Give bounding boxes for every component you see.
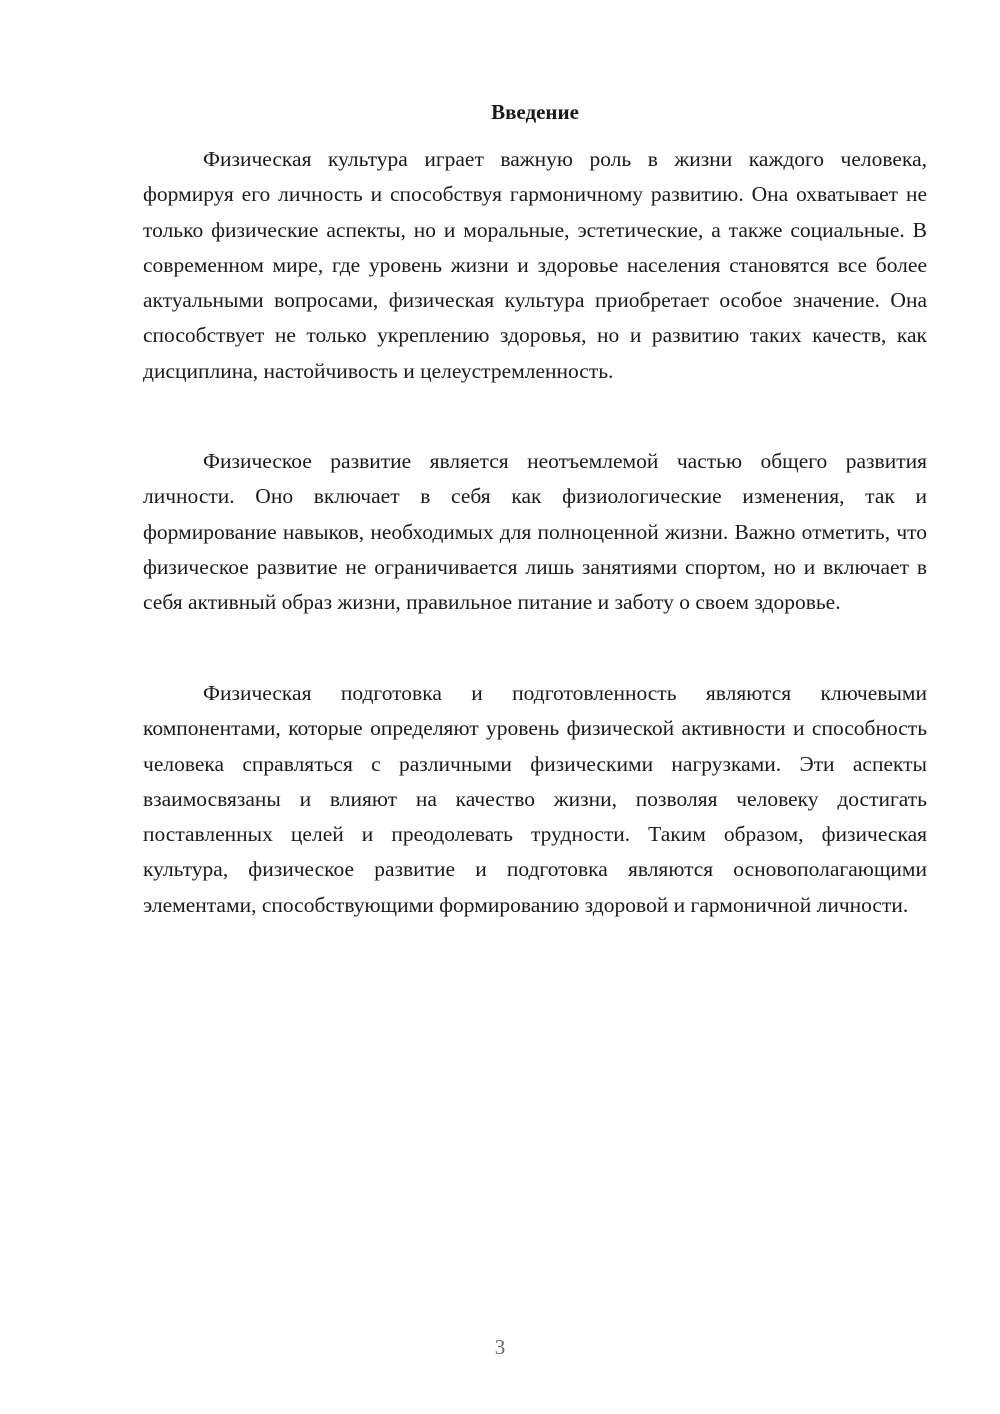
paragraph: Физическая подготовка и подготовленность являются ключевыми компонентами, которые определяют уровень физической активности и способность человека справляться с различными физическими нагрузками. Эти аспекты взаимосвязаны и влияют на качество жизни, позволяя человеку достигать поставленных целей и преодолевать трудности. Таким образом, физическая культура, физическое развитие и подготовка являются основополагающими элементами, способствующими формированию здоровой и гармоничной личности.	[143, 681, 927, 917]
section-title: Введение	[491, 100, 579, 124]
paragraph: Физическая культура играет важную роль в жизни каждого человека, формируя его личность и способствуя гармоничному развитию. Она охватывает не только физические аспекты, но и моральные, эстетические, а также социальные. В современном мире, где уровень жизни и здоровье населения становятся все более актуальными вопросами, физическая культура приобретает особое значение. Она способствует не только укреплению здоровья, но и развитию таких качеств, как дисциплина, настойчивость и целеустремленность.	[143, 147, 927, 383]
paragraph: Физическое развитие является неотъемлемой частью общего развития личности. Оно включает в себя как физиологические изменения, так и формирование навыков, необходимых для полноценной жизни. Важно отметить, что физическое развитие не ограничивается лишь занятиями спортом, но и включает в себя активный образ жизни, правильное питание и заботу о своем здоровье.	[143, 449, 927, 615]
page-number: 3	[494, 1335, 506, 1359]
